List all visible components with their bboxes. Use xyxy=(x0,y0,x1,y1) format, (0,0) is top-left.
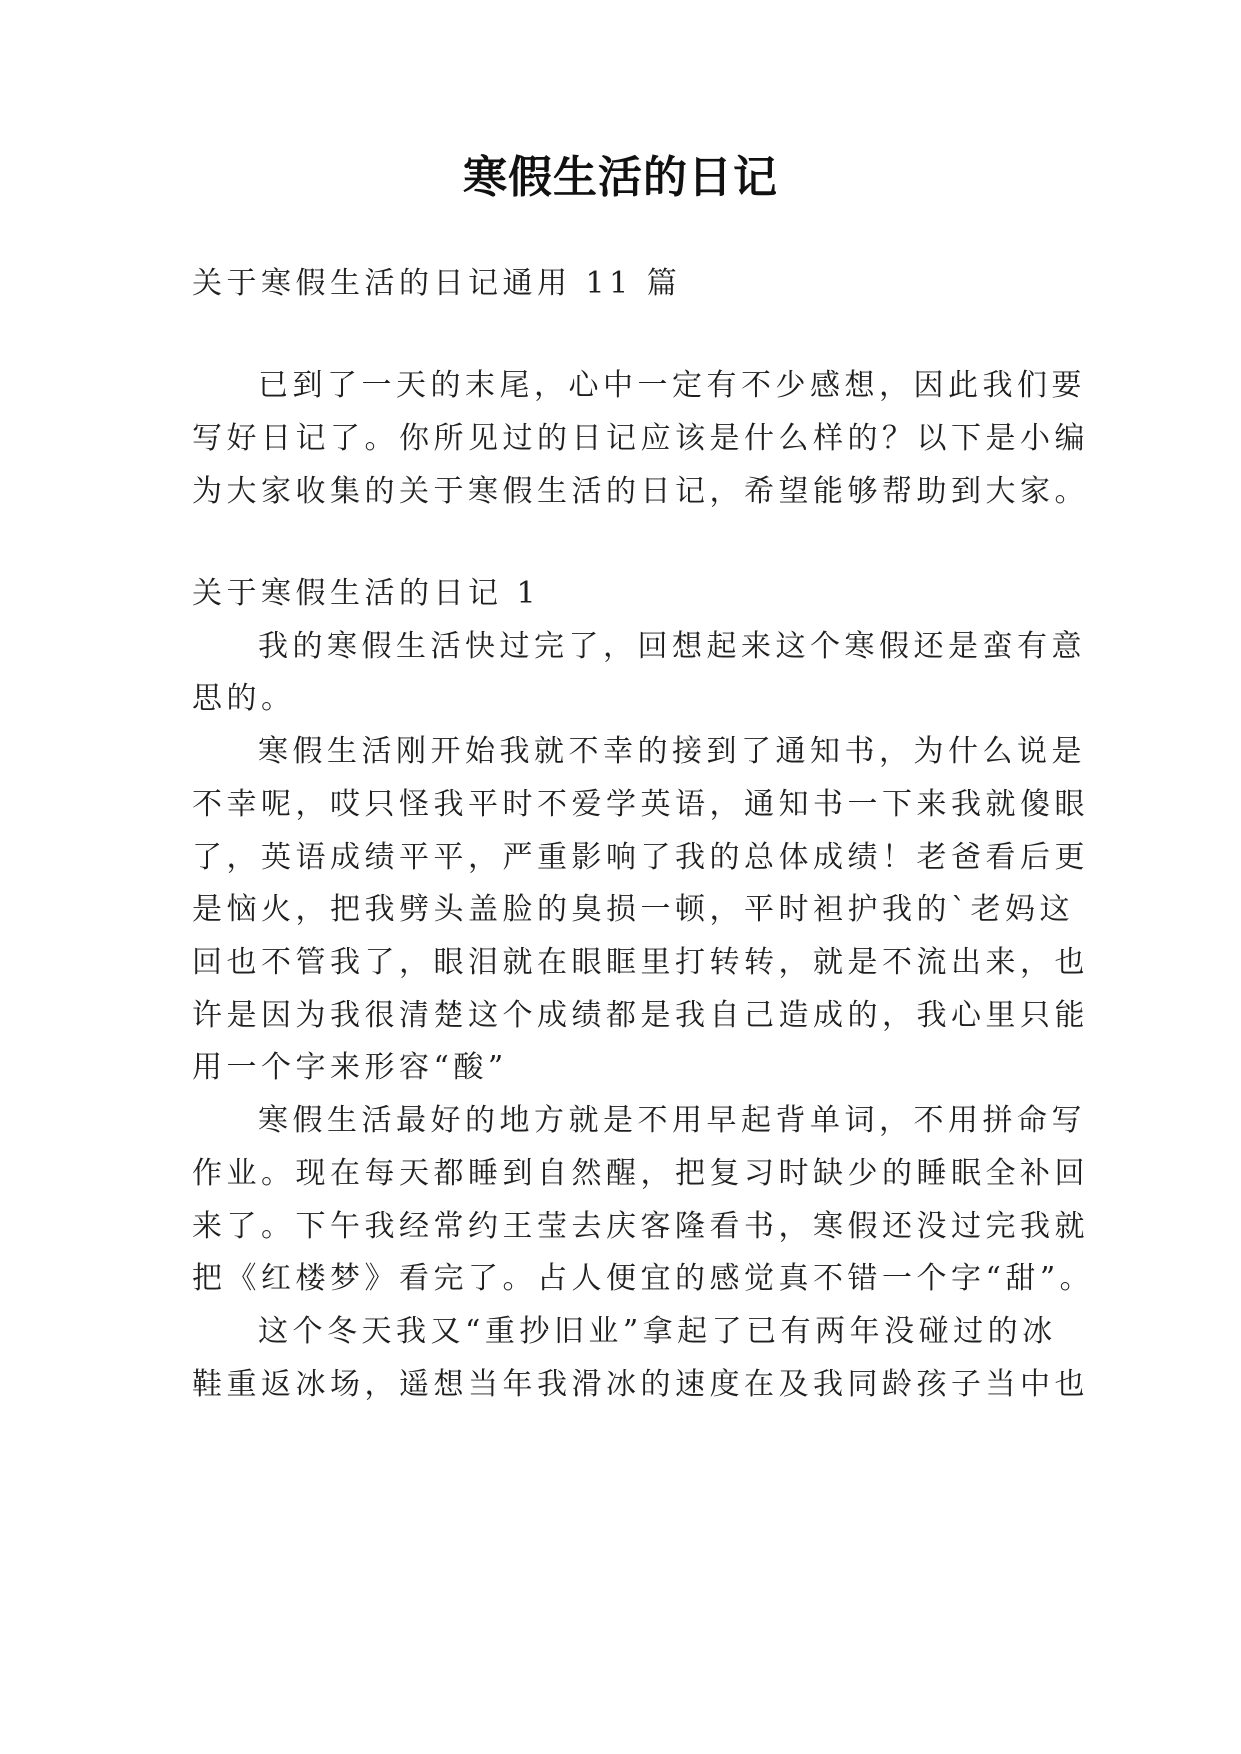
body-line-13: 把《红楼梦》看完了。占人便宜的感觉真不错一个字“甜”。 xyxy=(192,1261,1095,1296)
body-line-15: 鞋重返冰场，遥想当年我滑冰的速度在及我同龄孩子当中也 xyxy=(192,1367,1089,1402)
body-line-11: 作业。现在每天都睡到自然醒，把复习时缺少的睡眠全补回 xyxy=(192,1156,1089,1191)
body-line-3: 寒假生活刚开始我就不幸的接到了通知书，为什么说是 xyxy=(258,734,1086,769)
document-title: 寒假生活的日记 xyxy=(463,152,778,203)
intro-line-3: 为大家收集的关于寒假生活的日记，希望能够帮助到大家。 xyxy=(192,474,1089,509)
document-subtitle: 关于寒假生活的日记通用 11 篇 xyxy=(192,266,682,301)
body-line-1: 我的寒假生活快过完了，回想起来这个寒假还是蛮有意 xyxy=(258,629,1086,664)
body-line-10: 寒假生活最好的地方就是不用早起背单词，不用拼命写 xyxy=(258,1103,1086,1138)
body-line-5: 了，英语成绩平平，严重影响了我的总体成绩！老爸看后更 xyxy=(192,840,1089,875)
section-heading: 关于寒假生活的日记 1 xyxy=(192,576,541,611)
body-line-7: 回也不管我了，眼泪就在眼眶里打转转，就是不流出来，也 xyxy=(192,945,1089,980)
body-line-6: 是恼火，把我劈头盖脸的臭损一顿，平时袒护我的`老妈这 xyxy=(192,892,1074,927)
body-line-2: 思的。 xyxy=(192,681,296,716)
intro-line-2: 写好日记了。你所见过的日记应该是什么样的？以下是小编 xyxy=(192,421,1089,456)
body-line-9: 用一个字来形容“酸” xyxy=(192,1050,508,1085)
body-line-4: 不幸呢，哎只怪我平时不爱学英语，通知书一下来我就傻眼 xyxy=(192,787,1089,822)
intro-line-1: 已到了一天的末尾，心中一定有不少感想，因此我们要 xyxy=(258,368,1086,403)
body-line-14: 这个冬天我又“重抄旧业”拿起了已有两年没碰过的冰 xyxy=(258,1314,1057,1349)
body-line-12: 来了。下午我经常约王莹去庆客隆看书，寒假还没过完我就 xyxy=(192,1209,1089,1244)
body-line-8: 许是因为我很清楚这个成绩都是我自己造成的，我心里只能 xyxy=(192,998,1089,1033)
